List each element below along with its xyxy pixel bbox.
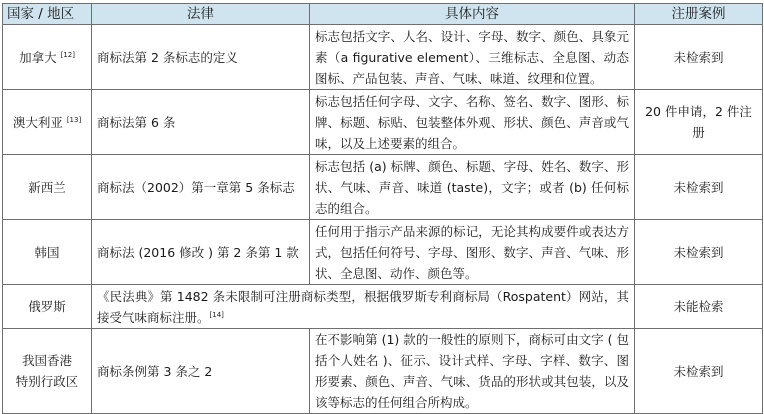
country-cell: 新西兰 <box>3 155 92 220</box>
header-country: 国家 / 地区 <box>3 4 92 25</box>
country-name-line2: 特别行政区 <box>15 374 79 389</box>
content-cell: 在不影响第 (1) 款的一般性的原则下，商标可由文字 ( 包括个人姓名 )、征示、设计式样、字母、字样、数字、图形要素、颜色、声音、气味、货品的形状或其包装，以及该等标志的任何组合所构成。 <box>310 329 635 414</box>
table-row-korea <box>3 220 763 285</box>
cases-cell: 未检索到 <box>635 329 763 414</box>
table-row-new-zealand <box>3 155 763 220</box>
table-row-hong-kong <box>3 329 763 414</box>
table-row-australia <box>3 90 763 155</box>
cases-cell: 20 件申请，2 件注册 <box>635 90 763 155</box>
country-cell <box>3 90 92 155</box>
cases-cell: 未检索到 <box>635 155 763 220</box>
header-row <box>3 4 763 25</box>
header-law: 法律 <box>92 4 310 25</box>
law-cell: 商标法（2002）第一章第 5 条标志 <box>92 155 310 220</box>
header-content: 具体内容 <box>310 4 635 25</box>
content-cell: 任何用于指示产品来源的标记，无论其构成要件或表达方式，包括任何符号、字母、图形、数字、声音、气味、形状、全息图、动作、颜色等。 <box>310 220 635 285</box>
footnote-ref: [14] <box>209 310 224 319</box>
country-cell: 俄罗斯 <box>3 285 92 329</box>
country-name-line1: 我国香港 <box>21 353 72 368</box>
footnote-ref: [13] <box>66 115 82 124</box>
law-cell: 商标法第 2 条标志的定义 <box>92 25 310 90</box>
law-cell: 商标法 (2016 修改 ) 第 2 条第 1 款 <box>92 220 310 285</box>
country-name: 加拿大 <box>19 49 57 65</box>
cases-cell: 未检索到 <box>635 220 763 285</box>
trademark-law-table <box>2 3 763 414</box>
cases-cell: 未检索到 <box>635 25 763 90</box>
content-cell: 标志包括任何字母、文字、名称、签名、数字、图形、标牌、标题、标贴、包装整体外观、形状、颜色、声音或气味，以及上述要素的组合。 <box>310 90 635 155</box>
law-cell: 商标法第 6 条 <box>92 90 310 155</box>
table-row-canada <box>3 25 763 90</box>
footnote-ref: [12] <box>60 50 75 59</box>
table-row-russia <box>3 285 763 329</box>
country-cell <box>3 329 92 414</box>
cases-cell: 未能检索 <box>635 285 763 329</box>
country-cell: 韩国 <box>3 220 92 285</box>
header-cases: 注册案例 <box>635 4 763 25</box>
content-cell: 标志包括文字、人名、设计、字母、数字、颜色、具象元素（a figurative element）、三维标志、全息图、动态图标、产品包装、声音、气味、味道、纹理和位置。 <box>310 25 635 90</box>
law-cell: 商标条例第 3 条之 2 <box>92 329 310 414</box>
merged-text: 《民法典》第 1482 条未限制可注册商标类型，根据俄罗斯专利商标局（Rospatent）网站，其接受气味商标注册。 <box>97 288 629 325</box>
country-name: 澳大利亚 <box>12 114 63 130</box>
content-cell: 标志包括 (a) 标牌、颜色、标题、字母、姓名、数字、形状、气味、声音、味道 (taste)，文字；或者 (b) 任何标志的组合。 <box>310 155 635 220</box>
merged-law-content-cell <box>92 285 635 329</box>
country-cell <box>3 25 92 90</box>
